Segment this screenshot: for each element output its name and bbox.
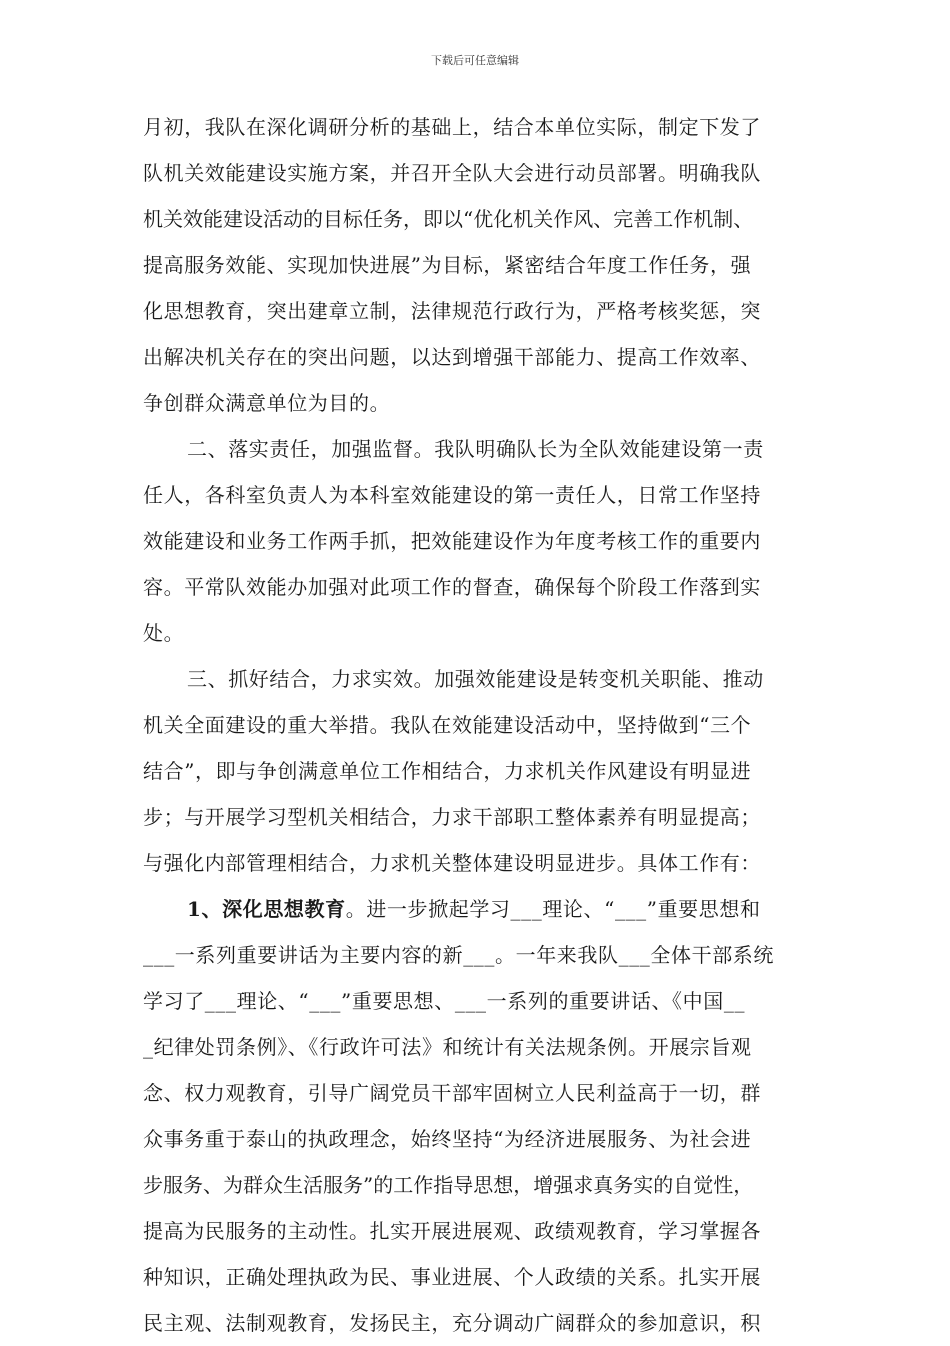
text-line: 提高为民服务的主动性。扎实开展进展观、政绩观教育，学习掌握各 <box>143 1219 761 1243</box>
text-line: 结合”，即与争创满意单位工作相结合，力求机关作风建设有明显进 <box>143 759 752 783</box>
paragraph-start-line: 二、落实责任，加强监督。我队明确队长为全队效能建设第一责 <box>187 437 764 461</box>
text-line: 机关效能建设活动的目标任务，即以“优化机关作风、完善工作机制、 <box>143 207 754 231</box>
text-line: 众事务重于泰山的执政理念，始终坚持“为经济进展服务、为社会进 <box>143 1127 752 1151</box>
paragraph-start-line: 三、抓好结合，力求实效。加强效能建设是转变机关职能、推动 <box>187 667 764 691</box>
text-line: 出解决机关存在的突出问题，以达到增强干部能力、提高工作效率、 <box>143 345 761 369</box>
text-line: 学习了___理论、“___”重要思想、___一系列的重要讲话、《中国__ <box>143 989 746 1013</box>
text-line: 种知识，正确处理执政为民、事业进展、个人政绩的关系。扎实开展 <box>143 1265 761 1289</box>
section-heading: 1、深化思想教育 <box>187 897 346 921</box>
page-header-note: 下载后可任意编辑 <box>431 54 519 67</box>
text-line: 步；与开展学习型机关相结合，力求干部职工整体素养有明显提高； <box>143 805 761 829</box>
text-line: 机关全面建设的重大举措。我队在效能建设活动中，坚持做到“三个 <box>143 713 752 737</box>
text-line: 步服务、为群众生活服务”的工作指导思想，增强求真务实的自觉性， <box>143 1173 754 1197</box>
text-line: 处。 <box>143 621 185 645</box>
text-line: 提高服务效能、实现加快进展”为目标，紧密结合年度工作任务，强 <box>143 253 752 277</box>
text-line: _纪律处罚条例》、《行政许可法》和统计有关法规条例。开展宗旨观 <box>143 1035 752 1059</box>
document-body <box>143 104 833 1346</box>
text-line: 队机关效能建设实施方案，并召开全队大会进行动员部署。明确我队 <box>143 161 761 185</box>
text-run: 。进一步掀起学习___理论、“___”重要思想和 <box>345 897 761 921</box>
paragraph-start-line <box>143 886 833 932</box>
text-line: ___一系列重要讲话为主要内容的新___。一年来我队___全体干部系统 <box>143 943 774 967</box>
text-line: 念、权力观教育，引导广阔党员干部牢固树立人民利益高于一切，群 <box>143 1081 761 1105</box>
text-line: 争创群众满意单位为目的。 <box>143 391 391 415</box>
text-line: 月初，我队在深化调研分析的基础上，结合本单位实际，制定下发了 <box>143 115 761 139</box>
text-line: 效能建设和业务工作两手抓，把效能建设作为年度考核工作的重要内 <box>143 529 761 553</box>
text-line: 任人，各科室负责人为本科室效能建设的第一责任人，日常工作坚持 <box>143 483 761 507</box>
text-line: 与强化内部管理相结合，力求机关整体建设明显进步。具体工作有： <box>143 851 761 875</box>
text-line: 容。平常队效能办加强对此项工作的督查，确保每个阶段工作落到实 <box>143 575 761 599</box>
text-line: 化思想教育，突出建章立制，法律规范行政行为，严格考核奖惩，突 <box>143 299 761 323</box>
text-line: 民主观、法制观教育，发扬民主，充分调动广阔群众的参加意识，积 <box>143 1311 761 1335</box>
